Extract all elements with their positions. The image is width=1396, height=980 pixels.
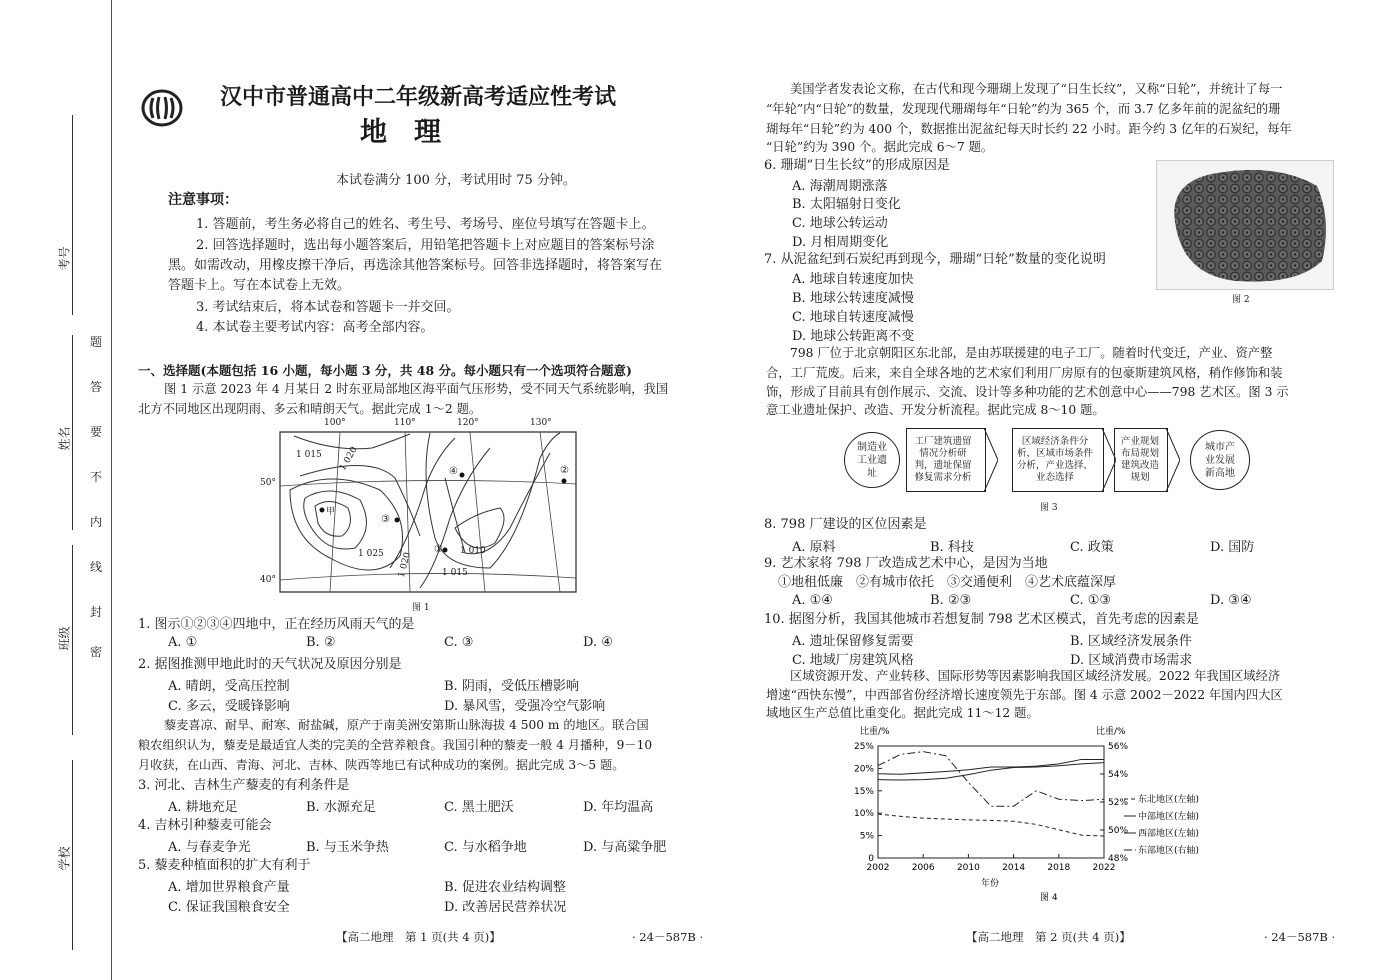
- y-tick-label-left: 10%: [853, 809, 874, 820]
- page-footer-label: 【高二地理 第 1 页(共 4 页)】: [336, 930, 501, 944]
- passage-line: 合，工厂荒废。后来，来自全球各地的艺术家们利用厂房原有的包豪斯建筑风格，稍作修饰和装: [766, 366, 1283, 380]
- question-stem: 1. 图示①②③④四地中，正在经历风雨天气的是: [138, 617, 415, 632]
- passage-line: 意工业遗址保护、改造、开发分析流程。据此完成 8～10 题。: [766, 403, 1105, 417]
- notice-line: 3. 考试结束后，将本试卷和答题卡一并交回。: [196, 300, 460, 315]
- legend-label: 东部地区(右轴): [1138, 846, 1200, 856]
- option-c[interactable]: C. 地球自转速度减慢: [792, 310, 914, 325]
- exam-no-line: [72, 115, 73, 315]
- lon-label: 130°: [530, 418, 552, 428]
- y-tick-label-left: 20%: [853, 764, 874, 775]
- series-line: [878, 814, 1104, 836]
- option-c[interactable]: C. 地域厂房建筑风格: [792, 653, 914, 668]
- x-tick-label: 2022: [1092, 863, 1116, 873]
- option-c[interactable]: C. ①③: [1070, 593, 1112, 608]
- option-b[interactable]: B. 地球公转速度减慢: [792, 291, 914, 306]
- passage-line: 美国学者发表论文称，在古代和现今珊瑚上发现了“日生长纹”，又称“日轮”，并统计了每一: [790, 82, 1283, 96]
- point-label: ③: [381, 514, 390, 525]
- notice-title: 注意事项：: [168, 192, 238, 208]
- option-a[interactable]: A. 海潮周期涨落: [792, 179, 888, 194]
- figure-4-chart: [850, 722, 1250, 906]
- isobar-label: 1 020: [396, 551, 414, 579]
- y-tick-label-left: 5%: [859, 831, 874, 842]
- seal-char: 线: [90, 560, 103, 574]
- option-a[interactable]: A. 晴朗，受高压控制: [168, 679, 290, 694]
- option-d[interactable]: D. 月相周期变化: [792, 235, 889, 250]
- question-stem: 6. 珊瑚“日生长纹”的形成原因是: [764, 158, 950, 173]
- flow-step-3: 产业规划布局规划建筑改造规划: [1114, 428, 1168, 492]
- option-c[interactable]: C. 黑土肥沃: [444, 800, 514, 815]
- question-stem: 4. 吉林引种藜麦可能会: [138, 818, 272, 833]
- lon-label: 100°: [324, 418, 346, 428]
- seal-char: 答: [90, 380, 103, 394]
- chart-caption: 图 4: [1040, 893, 1058, 903]
- point-label: ①: [434, 544, 443, 555]
- seal-char: 要: [90, 425, 103, 439]
- seal-char: 封: [90, 605, 103, 619]
- notice-line: 1. 答题前，考生务必将自己的姓名、考生号、考场号、座位号填写在答题卡上。: [196, 217, 655, 232]
- option-d[interactable]: D. ③④: [1210, 593, 1252, 608]
- option-d[interactable]: D. ④: [583, 635, 613, 650]
- notice-line: 答题卡上。写在本试卷上无效。: [168, 278, 351, 293]
- notice-line: 黑。如需改动，用橡皮擦干净后，再选涂其他答案标号。回答非选择题时，将答案写在: [168, 258, 663, 273]
- option-d[interactable]: D. 区域消费市场需求: [1070, 653, 1193, 668]
- option-a[interactable]: A. ①④: [792, 593, 833, 608]
- figure-caption: 图 3: [1040, 503, 1058, 513]
- passage-line: 798 厂位于北京朝阳区东北部，是由苏联援建的电子工厂。随着时代变迁，产业、资产整: [790, 346, 1273, 360]
- question-stem: 2. 据图推测甲地此时的天气状况及原因分别是: [138, 657, 402, 672]
- option-d[interactable]: D. 年均温高: [583, 800, 654, 815]
- y-tick-label-right: 54%: [1108, 770, 1129, 780]
- school-label: 学校: [57, 846, 72, 871]
- y-tick-label-left: 15%: [853, 786, 874, 797]
- point-label: 甲: [326, 507, 336, 517]
- option-b[interactable]: B. ②③: [930, 593, 972, 608]
- option-b[interactable]: B. 水源充足: [306, 800, 376, 815]
- question-stem: 8. 798 厂建设的区位因素是: [764, 517, 927, 532]
- left-axis-title: 比重/%: [860, 727, 890, 737]
- option-a[interactable]: A. 遗址保留修复需要: [792, 634, 914, 649]
- name-label: 姓名: [57, 426, 72, 451]
- passage-line: 增速“西快东慢”，中西部省份经济增长速度领先于东部。图 4 示意 2002－2022 年国内四大区: [766, 688, 1283, 702]
- option-b[interactable]: B. 阴雨，受低压槽影响: [444, 679, 579, 694]
- option-b[interactable]: B. 太阳辐射日变化: [792, 197, 901, 212]
- option-b[interactable]: B. 区域经济发展条件: [1070, 634, 1192, 649]
- notice-line: 2. 回答选择题时，选出每小题答案后，用铅笔把答题卡上对应题目的答案标号涂: [196, 238, 655, 253]
- passage-line: 域地区生产总值比重变化。据此完成 11～12 题。: [766, 706, 1039, 720]
- option-b[interactable]: B. 与玉米争热: [306, 840, 389, 855]
- binding-strip: [0, 0, 112, 980]
- figure-caption: 图 1: [412, 603, 430, 613]
- option-c[interactable]: C. 保证我国粮食安全: [168, 900, 290, 915]
- x-tick-label: 2018: [1047, 863, 1071, 873]
- y-tick-label-left: 25%: [853, 742, 874, 752]
- question-items: ①地租低廉 ②有城市依托 ③交通便利 ④艺术底蕴深厚: [778, 575, 1117, 590]
- page-footer-code: · 24－587B ·: [1264, 930, 1336, 944]
- isobar-label: 1 020: [338, 445, 360, 473]
- lat-label: 40°: [260, 575, 276, 585]
- exam-meta: 本试卷满分 100 分，考试用时 75 分钟。: [336, 173, 576, 188]
- y-tick-label-right: 50%: [1108, 826, 1129, 836]
- legend-label: 西部地区(左轴): [1138, 829, 1200, 839]
- option-d[interactable]: D. 暴风雪，受强冷空气影响: [444, 699, 606, 714]
- option-a[interactable]: A. 增加世界粮食产量: [168, 880, 290, 895]
- name-line: [72, 335, 73, 530]
- question-stem: 9. 艺术家将 798 厂改造成艺术中心，是因为当地: [764, 556, 1048, 571]
- page-footer-label: 【高二地理 第 2 页(共 4 页)】: [966, 930, 1131, 944]
- seal-char: 密: [90, 645, 103, 659]
- x-tick-label: 2006: [911, 863, 935, 873]
- option-d[interactable]: D. 国防: [1210, 540, 1255, 555]
- option-b[interactable]: B. ②: [306, 635, 336, 650]
- class-line: [72, 545, 73, 735]
- y-tick-label-left: 0: [868, 854, 874, 864]
- legend-label: 中部地区(左轴): [1138, 812, 1200, 822]
- y-tick-label-right: 56%: [1108, 742, 1129, 752]
- passage-line: 藜麦喜凉、耐旱、耐寒、耐盐碱，原产于南美洲安第斯山脉海拔 4 500 m 的地区。联合国: [164, 718, 649, 732]
- passage-line: “日轮”约为 390 个。据此完成 6～7 题。: [766, 140, 994, 154]
- exam-title: 汉中市普通高中二年级新高考适应性考试: [220, 85, 617, 110]
- lat-label: 50°: [260, 478, 276, 488]
- flow-step-1: 工厂建筑遗留情况分析研判，遗址保留修复需求分析: [906, 428, 986, 492]
- option-c[interactable]: C. 地球公转运动: [792, 216, 888, 231]
- isobar-label: 1 015: [442, 568, 468, 578]
- x-tick-label: 2002: [866, 863, 890, 873]
- passage-line: “年轮”内“日轮”的数量，发现现代珊瑚每年“日轮”约为 365 个，而 3.7 亿多年前的泥盆纪的珊: [766, 102, 1281, 116]
- option-c[interactable]: C. 政策: [1070, 540, 1114, 555]
- lon-label: 110°: [394, 418, 416, 428]
- option-a[interactable]: A. 耕地充足: [168, 800, 238, 815]
- y-tick-label-right: 48%: [1108, 854, 1129, 864]
- class-label: 班级: [57, 626, 72, 651]
- option-a[interactable]: A. 与春麦争光: [168, 840, 251, 855]
- figure-1-map: [260, 418, 590, 617]
- y-tick-label-right: 52%: [1108, 798, 1129, 808]
- passage-line: 区域资源开发、产业转移、国际形势等因素影响我国区域经济发展。2022 年我国区域经济: [790, 669, 1281, 683]
- section-heading: 一、选择题(本题包括 16 小题，每小题 3 分，共 48 分。每小题只有一个选项符合题意): [138, 363, 632, 378]
- series-line: [878, 759, 1104, 774]
- flow-step-2: 区域经济条件分析，区域市场条件分析，产业选择，业态选择: [1012, 428, 1104, 492]
- isobar-label: 1 015: [296, 450, 322, 460]
- question-stem: 7. 从泥盆纪到石炭纪再到现今，珊瑚“日轮”数量的变化说明: [764, 252, 1106, 267]
- series-line: [878, 763, 1104, 780]
- subject-title: 地 理: [360, 117, 441, 148]
- figure-caption: 图 2: [1232, 295, 1250, 305]
- point-label: ②: [560, 465, 569, 476]
- seal-char: 题: [90, 335, 103, 349]
- exam-no-label: 考号: [57, 246, 72, 271]
- question-stem: 5. 藜麦种植面积的扩大有利于: [138, 858, 311, 873]
- legend-label: 东北地区(左轴): [1138, 795, 1200, 805]
- option-c[interactable]: C. 多云，受暖锋影响: [168, 699, 290, 714]
- x-tick-label: 2014: [1002, 863, 1026, 873]
- right-axis-title: 比重/%: [1096, 727, 1126, 737]
- lon-label: 120°: [457, 418, 479, 428]
- school-line: [72, 760, 73, 950]
- flow-start-node: 制造业工业遗址: [844, 432, 900, 488]
- passage-line: 瑚每年“日轮”约为 400 个，数据推出泥盆纪每天时长约 22 小时。距今约 3 亿年的石炭纪，每年: [766, 122, 1292, 136]
- option-d[interactable]: D. 改善居民营养状况: [444, 900, 567, 915]
- option-b[interactable]: B. 促进农业结构调整: [444, 880, 566, 895]
- option-a[interactable]: A. 原料: [792, 540, 836, 555]
- intro-line: 北方不同地区出现阴雨、多云和晴朗天气。据此完成 1～2 题。: [138, 402, 482, 416]
- option-c[interactable]: C. ③: [444, 635, 474, 650]
- passage-line: 月收获，在山西、青海、河北、吉林、陕西等地已有试种成功的案例。据此完成 3～5 题。: [138, 758, 625, 772]
- question-stem: 10. 据图分析，我国其他城市若想复制 798 艺术区模式，首先考虑的因素是: [764, 612, 1199, 627]
- passage-line: 饰，形成了目前具有创作展示、交流、设计等多种功能的艺术创意中心——798 艺术区。图 3 示: [766, 385, 1289, 399]
- option-a[interactable]: A. 地球自转速度加快: [792, 272, 914, 287]
- intro-line: 图 1 示意 2023 年 4 月某日 2 时东亚局部地区海平面气压形势，受不同天气系统影响，我国: [164, 382, 669, 396]
- option-b[interactable]: B. 科技: [930, 540, 974, 555]
- series-line: [878, 752, 1104, 807]
- option-c[interactable]: C. 与水稻争地: [444, 840, 527, 855]
- point-label: ④: [449, 466, 458, 477]
- figure-2-coral-photo: [1156, 160, 1334, 290]
- option-a[interactable]: A. ①: [168, 635, 198, 650]
- option-d[interactable]: D. 地球公转距离不变: [792, 329, 915, 344]
- flow-end-node: 城市产业发展新高地: [1190, 430, 1250, 490]
- isobar-label: 1 025: [358, 549, 384, 559]
- page-footer-code: · 24－587B ·: [632, 930, 704, 944]
- notice-line: 4. 本试卷主要考试内容：高考全部内容。: [196, 320, 434, 335]
- x-axis-title: 年份: [981, 879, 1000, 889]
- passage-line: 粮农组织认为，藜麦是最适宜人类的完美的全营养粮食。我国引种的藜麦一般 4 月播种，9－10: [138, 738, 653, 752]
- exam-logo: [140, 88, 184, 132]
- isobar-label: 1 010: [460, 546, 486, 556]
- option-d[interactable]: D. 与高粱争肥: [583, 840, 667, 855]
- x-tick-label: 2010: [956, 863, 980, 873]
- seal-char: 内: [90, 515, 103, 529]
- question-stem: 3. 河北、吉林生产藜麦的有利条件是: [138, 778, 350, 793]
- plot-area: [878, 746, 1104, 858]
- seal-char: 不: [90, 470, 103, 484]
